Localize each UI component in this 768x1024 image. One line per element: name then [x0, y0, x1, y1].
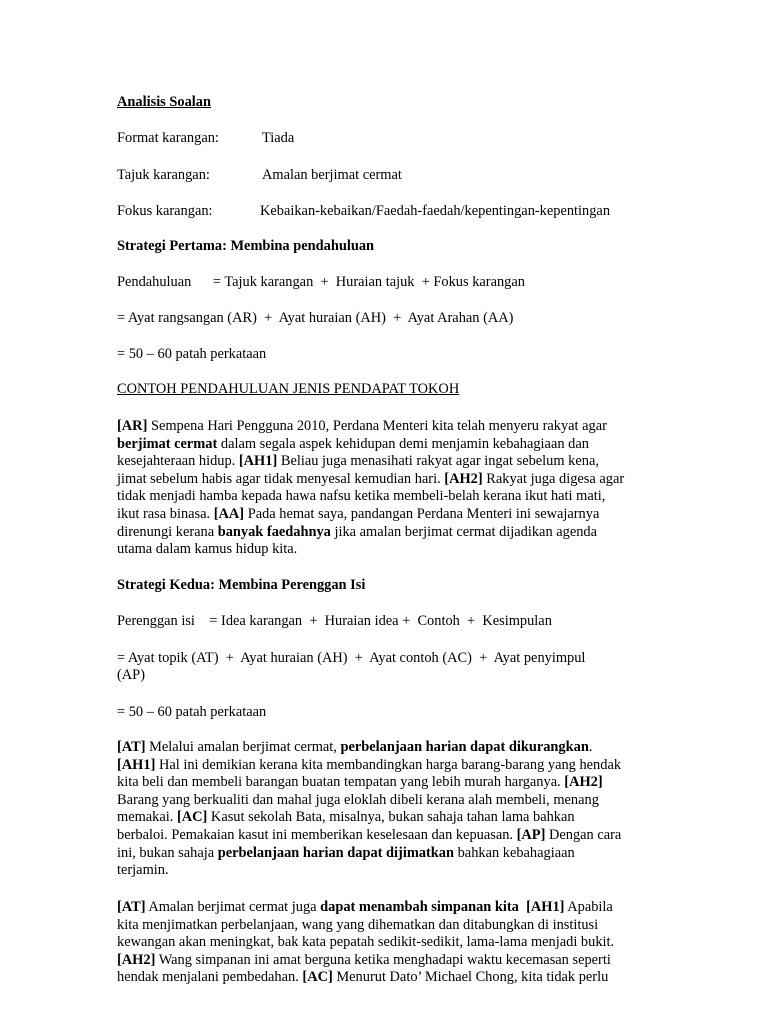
paragraph-line: kewangan akan meningkat, bak kata pepatah sedikit-sedikit, lama-lama menjadi bukit. — [117, 934, 615, 951]
paragraph-line: terjamin. — [117, 862, 169, 879]
strategi-pertama-heading: Strategi Pertama: Membina pendahuluan — [117, 238, 375, 254]
strategi-kedua-heading: Strategi Kedua: Membina Perenggan Isi — [117, 577, 366, 593]
contoh-heading: CONTOH PENDAHULUAN JENIS PENDAPAT TOKOH — [117, 381, 460, 397]
page-title: Analisis Soalan — [117, 94, 211, 110]
paragraph-line: [AR] Sempena Hari Pengguna 2010, Perdana Menteri kita telah menyeru rakyat agar — [117, 418, 607, 434]
isi-ayat-line1: = Ayat topik (AT) + Ayat huraian (AH) + Ayat contoh (AC) + Ayat penyimpul — [117, 650, 586, 666]
fokus-label: Fokus karangan: — [117, 203, 213, 219]
paragraph-line: jimat sebelum habis agar tidak menyesal kemudian hari. [AH2] Rakyat juga digesa agar — [117, 470, 625, 487]
paragraph-line: berjimat cermat dalam segala aspek kehidupan demi menjamin kebahagiaan dan — [117, 435, 589, 452]
isi-ayat-line2: (AP) — [117, 667, 145, 683]
paragraph-line: direnungi kerana banyak faedahnya jika amalan berjimat cermat dijadikan agenda — [117, 523, 597, 540]
perenggan-isi-paragraph-2 — [117, 899, 657, 987]
paragraph-line: [AH1] Hal ini demikian kerana kita membandingkan harga barang-barang yang hendak — [117, 756, 622, 773]
paragraph-line: berbaloi. Pemakaian kasut ini memberikan keselesaan dan kepuasan. [AP] Dengan cara — [117, 826, 622, 843]
pendahuluan-patah: = 50 – 60 patah perkataan — [117, 346, 267, 362]
fokus-value: Kebaikan-kebaikan/Faedah-faedah/kepentingan-kepentingan — [260, 203, 611, 219]
paragraph-line: kita beli dan membeli barangan buatan tempatan yang lebih murah harganya. [AH2] — [117, 774, 603, 791]
paragraph-line: Barang yang berkualiti dan mahal juga eloklah dibeli kerana alah membeli, menang — [117, 791, 599, 808]
format-value: Tiada — [262, 130, 295, 146]
paragraph-line: memakai. [AC] Kasut sekolah Bata, misalnya, bukan sahaja tahan lama bahkan — [117, 809, 575, 826]
pendahuluan-formula: Pendahuluan = Tajuk karangan + Huraian tajuk + Fokus karangan — [117, 274, 525, 290]
paragraph-line: [AH2] Wang simpanan ini amat berguna ketika menghadapi waktu kecemasan seperti — [117, 951, 611, 968]
tajuk-value: Amalan berjimat cermat — [262, 167, 402, 183]
pendahuluan-ayat: = Ayat rangsangan (AR) + Ayat huraian (AH) + Ayat Arahan (AA) — [117, 310, 514, 326]
isi-formula: Perenggan isi = Idea karangan + Huraian idea + Contoh + Kesimpulan — [117, 613, 552, 629]
paragraph-line: kita menjimatkan perbelanjaan, wang yang dihematkan dan ditabungkan di institusi — [117, 916, 599, 933]
perenggan-isi-paragraph-1 — [117, 739, 657, 880]
paragraph-line: hendak menjalani pembedahan. [AC] Menurut Dato’ Michael Chong, kita tidak perlu — [117, 969, 609, 986]
isi-patah: = 50 – 60 patah perkataan — [117, 704, 267, 720]
paragraph-line: tidak menjadi hamba kepada hawa nafsu ketika membeli-belah kerana ikut hati mati, — [117, 488, 606, 505]
paragraph-line: utama dalam kamus hidup kita. — [117, 541, 298, 558]
contoh-pendahuluan-paragraph — [117, 418, 657, 559]
format-label: Format karangan: — [117, 130, 219, 146]
tajuk-label: Tajuk karangan: — [117, 167, 210, 183]
paragraph-line: ikut rasa binasa. [AA] Pada hemat saya, pandangan Perdana Menteri ini sewajarnya — [117, 505, 600, 522]
paragraph-line: [AT] Melalui amalan berjimat cermat, perbelanjaan harian dapat dikurangkan. — [117, 739, 593, 755]
paragraph-line: ini, bukan sahaja perbelanjaan harian dapat dijimatkan bahkan kebahagiaan — [117, 844, 575, 861]
paragraph-line: kesejahteraan hidup. [AH1] Beliau juga menasihati rakyat agar ingat sebelum kena, — [117, 453, 599, 470]
paragraph-line: [AT] Amalan berjimat cermat juga dapat menambah simpanan kita [AH1] Apabila — [117, 899, 613, 915]
